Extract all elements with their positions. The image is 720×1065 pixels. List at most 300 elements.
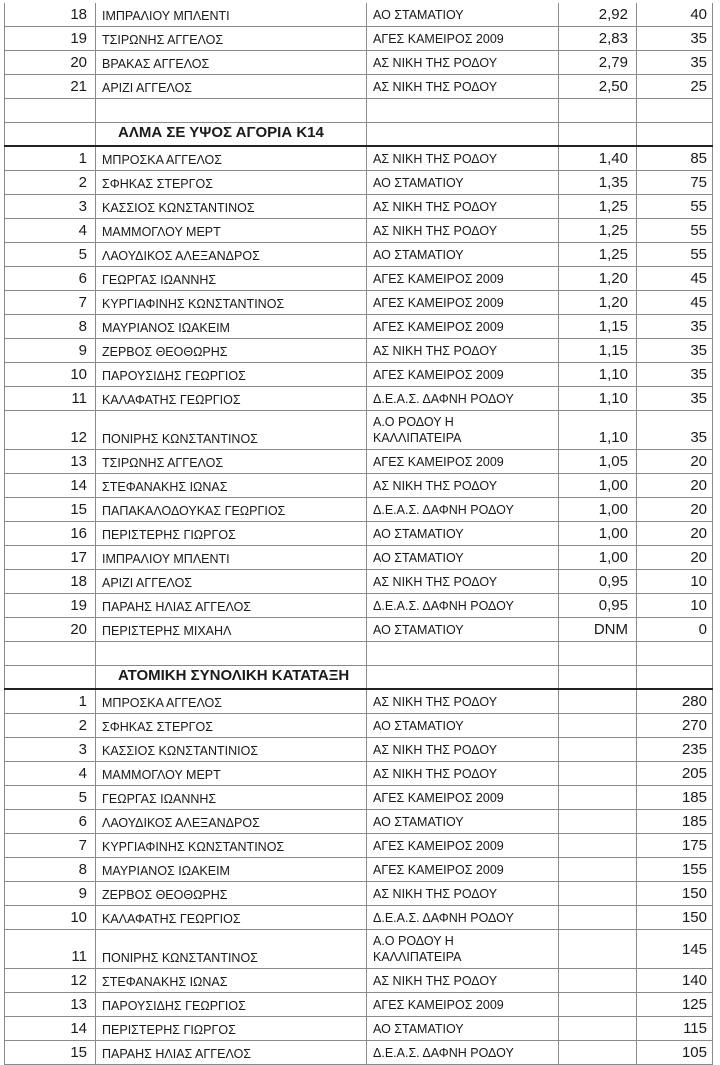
spacer-row: [4, 642, 713, 666]
table-row: [4, 267, 713, 291]
points-cell: 185: [636, 810, 713, 833]
points-cell: 175: [636, 834, 713, 857]
points-cell: 105: [636, 1041, 713, 1064]
athlete-name-cell: ΣΦΗΚΑΣ ΣΤΕΡΓΟΣ: [95, 714, 366, 737]
mark-cell: [558, 123, 636, 145]
rank-cell: 17: [4, 546, 95, 569]
table-row: [4, 882, 713, 906]
points-cell: 0: [636, 618, 713, 641]
table-row: [4, 450, 713, 474]
club-cell: [366, 51, 558, 74]
table-row: [4, 594, 713, 618]
club-line: ΑΓΕΣ ΚΑΜΕΙΡΟΣ 2009: [373, 863, 504, 877]
rank-cell: 7: [4, 291, 95, 314]
athlete-name-cell: ΖΕΡΒΟΣ ΘΕΟΘΩΡΗΣ: [95, 882, 366, 905]
table-row: [4, 1017, 713, 1041]
table-row: [4, 969, 713, 993]
athlete-name-cell: ΠΟΝΙΡΗΣ ΚΩΝΣΤΑΝΤΙΝΟΣ: [95, 411, 366, 449]
club-line: Δ.Ε.Α.Σ. ΔΑΦΝΗ ΡΟΔΟΥ: [373, 911, 514, 925]
athlete-name-cell: ΤΣΙΡΩΝΗΣ ΑΓΓΕΛΟΣ: [95, 27, 366, 50]
athlete-name-cell: ΣΦΗΚΑΣ ΣΤΕΡΓΟΣ: [95, 171, 366, 194]
athlete-name-cell: ΜΑΜΜΟΓΛΟΥ ΜΕΡΤ: [95, 762, 366, 785]
mark-cell: [558, 930, 636, 968]
club-line: ΑΣ ΝΙΚΗ ΤΗΣ ΡΟΔΟΥ: [373, 80, 498, 94]
table-row: [4, 906, 713, 930]
mark-cell: [558, 714, 636, 737]
rank-cell: [4, 642, 95, 665]
points-cell: 155: [636, 858, 713, 881]
club-line: ΑΣ ΝΙΚΗ ΤΗΣ ΡΟΔΟΥ: [373, 887, 498, 901]
club-line: ΑΣ ΝΙΚΗ ΤΗΣ ΡΟΔΟΥ: [373, 767, 498, 781]
club-cell: [366, 786, 558, 809]
mark-cell: 1,15: [558, 315, 636, 338]
points-cell: 205: [636, 762, 713, 785]
table-row: [4, 690, 713, 714]
mark-cell: 1,40: [558, 147, 636, 170]
club-line: ΑΓΕΣ ΚΑΜΕΙΡΟΣ 2009: [373, 296, 504, 310]
rank-cell: 20: [4, 51, 95, 74]
spacer-row: [4, 99, 713, 123]
athlete-name-cell: ΚΥΡΓΙΑΦΙΝΗΣ ΚΩΝΣΤΑΝΤΙΝΟΣ: [95, 291, 366, 314]
club-line: ΑΓΕΣ ΚΑΜΕΙΡΟΣ 2009: [373, 455, 504, 469]
club-line: ΑΟ ΣΤΑΜΑΤΙΟΥ: [373, 176, 464, 190]
club-cell: [366, 738, 558, 761]
club-cell: [366, 99, 558, 122]
club-cell: [366, 3, 558, 26]
rank-cell: 13: [4, 450, 95, 473]
club-cell: [366, 882, 558, 905]
mark-cell: 1,05: [558, 450, 636, 473]
club-line: ΚΑΛΛΙΠΑΤΕΙΡΑ: [373, 950, 462, 964]
points-cell: 235: [636, 738, 713, 761]
points-cell: 150: [636, 882, 713, 905]
rank-cell: 11: [4, 387, 95, 410]
table-row: [4, 27, 713, 51]
mark-cell: 1,00: [558, 546, 636, 569]
rank-cell: 14: [4, 1017, 95, 1040]
table-row: [4, 315, 713, 339]
table-row: [4, 738, 713, 762]
rank-cell: 5: [4, 786, 95, 809]
athlete-name-cell: ΜΑΥΡΙΑΝΟΣ ΙΩΑΚΕΙΜ: [95, 858, 366, 881]
points-cell: 150: [636, 906, 713, 929]
mark-cell: [558, 738, 636, 761]
club-cell: [366, 522, 558, 545]
table-row: [4, 618, 713, 642]
club-line: ΑΣ ΝΙΚΗ ΤΗΣ ΡΟΔΟΥ: [373, 974, 498, 988]
points-cell: 20: [636, 474, 713, 497]
mark-cell: [558, 882, 636, 905]
club-cell: [366, 714, 558, 737]
athlete-name-cell: ΜΑΜΜΟΓΛΟΥ ΜΕΡΤ: [95, 219, 366, 242]
table-row: [4, 474, 713, 498]
club-cell: [366, 858, 558, 881]
points-cell: 40: [636, 3, 713, 26]
mark-cell: [558, 858, 636, 881]
table-row: [4, 762, 713, 786]
athlete-name-cell: ΛΑΟΥΔΙΚΟΣ ΑΛΕΞΑΝΔΡΟΣ: [95, 810, 366, 833]
rank-cell: 7: [4, 834, 95, 857]
table-row: [4, 243, 713, 267]
rank-cell: 5: [4, 243, 95, 266]
rank-cell: 3: [4, 195, 95, 218]
mark-cell: [558, 906, 636, 929]
points-cell: 35: [636, 315, 713, 338]
mark-cell: [558, 834, 636, 857]
name-cell: [95, 642, 366, 665]
table-row: [4, 171, 713, 195]
mark-cell: [558, 1041, 636, 1064]
table-row: [4, 75, 713, 99]
athlete-name-cell: ΓΕΩΡΓΑΣ ΙΩΑΝΝΗΣ: [95, 267, 366, 290]
table-row: [4, 3, 713, 27]
points-cell: 55: [636, 243, 713, 266]
club-line: Α.Ο ΡΟΔΟΥ Η: [373, 415, 454, 429]
rank-cell: 4: [4, 219, 95, 242]
table-row: [4, 411, 713, 450]
athlete-name-cell: ΜΑΥΡΙΑΝΟΣ ΙΩΑΚΕΙΜ: [95, 315, 366, 338]
rank-cell: 18: [4, 3, 95, 26]
mark-cell: 1,35: [558, 171, 636, 194]
club-line: ΑΣ ΝΙΚΗ ΤΗΣ ΡΟΔΟΥ: [373, 200, 498, 214]
mark-cell: 1,10: [558, 411, 636, 449]
rank-cell: 16: [4, 522, 95, 545]
mark-cell: 2,92: [558, 3, 636, 26]
club-cell: [366, 690, 558, 713]
athlete-name-cell: ΠΑΡΟΥΣΙΔΗΣ ΓΕΩΡΓΙΟΣ: [95, 993, 366, 1016]
table-row: [4, 339, 713, 363]
club-line: ΑΟ ΣΤΑΜΑΤΙΟΥ: [373, 8, 464, 22]
club-line: ΑΟ ΣΤΑΜΑΤΙΟΥ: [373, 1022, 464, 1036]
athlete-name-cell: ΠΕΡΙΣΤΕΡΗΣ ΓΙΩΡΓΟΣ: [95, 522, 366, 545]
mark-cell: [558, 1017, 636, 1040]
mark-cell: 1,20: [558, 267, 636, 290]
rank-cell: 20: [4, 618, 95, 641]
mark-cell: [558, 99, 636, 122]
table-row: [4, 147, 713, 171]
club-line: ΑΟ ΣΤΑΜΑΤΙΟΥ: [373, 527, 464, 541]
points-cell: 115: [636, 1017, 713, 1040]
rank-cell: 2: [4, 714, 95, 737]
athlete-name-cell: ΑΡΙΖΙ ΑΓΓΕΛΟΣ: [95, 570, 366, 593]
athlete-name-cell: ΠΟΝΙΡΗΣ ΚΩΝΣΤΑΝΤΙΝΟΣ: [95, 930, 366, 968]
table-row: [4, 219, 713, 243]
points-cell: 20: [636, 546, 713, 569]
mark-cell: 1,15: [558, 339, 636, 362]
points-cell: [636, 666, 713, 688]
table-row: [4, 291, 713, 315]
club-line: ΑΣ ΝΙΚΗ ΤΗΣ ΡΟΔΟΥ: [373, 575, 498, 589]
club-line: ΑΓΕΣ ΚΑΜΕΙΡΟΣ 2009: [373, 272, 504, 286]
club-cell: [366, 243, 558, 266]
mark-cell: 1,20: [558, 291, 636, 314]
club-cell: [366, 969, 558, 992]
club-line: ΑΣ ΝΙΚΗ ΤΗΣ ΡΟΔΟΥ: [373, 152, 498, 166]
rank-cell: 15: [4, 498, 95, 521]
club-cell: [366, 993, 558, 1016]
athlete-name-cell: ΠΑΡΑΗΣ ΗΛΙΑΣ ΑΓΓΕΛΟΣ: [95, 594, 366, 617]
table-row: [4, 786, 713, 810]
club-line: ΑΣ ΝΙΚΗ ΤΗΣ ΡΟΔΟΥ: [373, 743, 498, 757]
name-cell: [95, 99, 366, 122]
points-cell: 55: [636, 195, 713, 218]
club-line: Δ.Ε.Α.Σ. ΔΑΦΝΗ ΡΟΔΟΥ: [373, 503, 514, 517]
club-cell: [366, 387, 558, 410]
rank-cell: 8: [4, 858, 95, 881]
athlete-name-cell: ΠΑΡΟΥΣΙΔΗΣ ΓΕΩΡΓΙΟΣ: [95, 363, 366, 386]
club-line: ΑΣ ΝΙΚΗ ΤΗΣ ΡΟΔΟΥ: [373, 344, 498, 358]
athlete-name-cell: ΛΑΟΥΔΙΚΟΣ ΑΛΕΞΑΝΔΡΟΣ: [95, 243, 366, 266]
table-row: [4, 51, 713, 75]
club-cell: [366, 762, 558, 785]
points-cell: 55: [636, 219, 713, 242]
mark-cell: 1,00: [558, 522, 636, 545]
club-cell: [366, 27, 558, 50]
club-cell: [366, 642, 558, 665]
club-line: ΚΑΛΛΙΠΑΤΕΙΡΑ: [373, 431, 462, 445]
mark-cell: 1,10: [558, 363, 636, 386]
club-cell: [366, 618, 558, 641]
rank-cell: 1: [4, 690, 95, 713]
mark-cell: [558, 786, 636, 809]
points-cell: [636, 642, 713, 665]
rank-cell: 6: [4, 810, 95, 833]
club-cell: [366, 219, 558, 242]
mark-cell: [558, 993, 636, 1016]
mark-cell: 2,79: [558, 51, 636, 74]
athlete-name-cell: ΚΑΛΑΦΑΤΗΣ ΓΕΩΡΓΙΟΣ: [95, 906, 366, 929]
mark-cell: [558, 969, 636, 992]
mark-cell: 0,95: [558, 570, 636, 593]
club-cell: [366, 1017, 558, 1040]
table-row: [4, 993, 713, 1017]
club-cell: [366, 906, 558, 929]
rank-cell: 9: [4, 339, 95, 362]
club-cell: [366, 666, 558, 688]
mark-cell: 1,25: [558, 243, 636, 266]
points-cell: 35: [636, 411, 713, 449]
table-row: [4, 363, 713, 387]
points-cell: 35: [636, 51, 713, 74]
rank-cell: 13: [4, 993, 95, 1016]
points-cell: [636, 99, 713, 122]
club-cell: [366, 930, 558, 968]
rank-cell: 12: [4, 969, 95, 992]
athlete-name-cell: ΙΜΠΡΑΛΙΟΥ ΜΠΛΕΝΤΙ: [95, 3, 366, 26]
club-cell: [366, 546, 558, 569]
club-line: ΑΓΕΣ ΚΑΜΕΙΡΟΣ 2009: [373, 839, 504, 853]
club-cell: [366, 339, 558, 362]
club-cell: [366, 147, 558, 170]
athlete-name-cell: ΠΕΡΙΣΤΕΡΗΣ ΓΙΩΡΓΟΣ: [95, 1017, 366, 1040]
club-cell: [366, 315, 558, 338]
rank-cell: 3: [4, 738, 95, 761]
mark-cell: 1,25: [558, 195, 636, 218]
rank-cell: 9: [4, 882, 95, 905]
rank-cell: 18: [4, 570, 95, 593]
athlete-name-cell: ΣΤΕΦΑΝΑΚΗΣ ΙΩΝΑΣ: [95, 969, 366, 992]
points-cell: 20: [636, 450, 713, 473]
mark-cell: [558, 762, 636, 785]
mark-cell: 2,83: [558, 27, 636, 50]
rank-cell: 14: [4, 474, 95, 497]
mark-cell: [558, 690, 636, 713]
rank-cell: 4: [4, 762, 95, 785]
club-line: Δ.Ε.Α.Σ. ΔΑΦΝΗ ΡΟΔΟΥ: [373, 599, 514, 613]
points-cell: 45: [636, 267, 713, 290]
mark-cell: [558, 810, 636, 833]
table-row: [4, 498, 713, 522]
athlete-name-cell: ΜΠΡΟΣΚΑ ΑΓΓΕΛΟΣ: [95, 147, 366, 170]
club-cell: [366, 834, 558, 857]
rank-cell: 19: [4, 27, 95, 50]
section-title: ΑΛΜΑ ΣΕ ΥΨΟΣ ΑΓΟΡΙΑ Κ14: [95, 123, 366, 145]
mark-cell: 2,50: [558, 75, 636, 98]
table-row: [4, 195, 713, 219]
athlete-name-cell: ΣΤΕΦΑΝΑΚΗΣ ΙΩΝΑΣ: [95, 474, 366, 497]
club-cell: [366, 171, 558, 194]
table-row: [4, 546, 713, 570]
mark-cell: [558, 666, 636, 688]
results-sheet: [4, 3, 713, 1065]
points-cell: 35: [636, 387, 713, 410]
rank-cell: [4, 99, 95, 122]
athlete-name-cell: ΠΑΠΑΚΑΛΟΔΟΥΚΑΣ ΓΕΩΡΓΙΟΣ: [95, 498, 366, 521]
club-line: ΑΓΕΣ ΚΑΜΕΙΡΟΣ 2009: [373, 791, 504, 805]
points-cell: 185: [636, 786, 713, 809]
rank-cell: 15: [4, 1041, 95, 1064]
athlete-name-cell: ΚΥΡΓΙΑΦΙΝΗΣ ΚΩΝΣΤΑΝΤΙΝΟΣ: [95, 834, 366, 857]
table-row: [4, 387, 713, 411]
table-row: [4, 1041, 713, 1065]
club-cell: [366, 498, 558, 521]
mark-cell: 1,10: [558, 387, 636, 410]
athlete-name-cell: ΖΕΡΒΟΣ ΘΕΟΘΩΡΗΣ: [95, 339, 366, 362]
points-cell: 20: [636, 498, 713, 521]
club-line: ΑΣ ΝΙΚΗ ΤΗΣ ΡΟΔΟΥ: [373, 695, 498, 709]
rank-cell: 19: [4, 594, 95, 617]
rank-cell: 21: [4, 75, 95, 98]
club-line: ΑΓΕΣ ΚΑΜΕΙΡΟΣ 2009: [373, 32, 504, 46]
club-cell: [366, 267, 558, 290]
points-cell: [636, 123, 713, 145]
athlete-name-cell: ΠΑΡΑΗΣ ΗΛΙΑΣ ΑΓΓΕΛΟΣ: [95, 1041, 366, 1064]
club-cell: [366, 411, 558, 449]
rank-cell: 6: [4, 267, 95, 290]
club-line: Δ.Ε.Α.Σ. ΔΑΦΝΗ ΡΟΔΟΥ: [373, 1046, 514, 1060]
rank-cell: 11: [4, 930, 95, 968]
points-cell: 75: [636, 171, 713, 194]
athlete-name-cell: ΜΠΡΟΣΚΑ ΑΓΓΕΛΟΣ: [95, 690, 366, 713]
points-cell: 10: [636, 570, 713, 593]
points-cell: 35: [636, 27, 713, 50]
rank-cell: 10: [4, 906, 95, 929]
club-cell: [366, 75, 558, 98]
athlete-name-cell: ΑΡΙΖΙ ΑΓΓΕΛΟΣ: [95, 75, 366, 98]
club-line: ΑΟ ΣΤΑΜΑΤΙΟΥ: [373, 719, 464, 733]
points-cell: 35: [636, 363, 713, 386]
club-line: ΑΣ ΝΙΚΗ ΤΗΣ ΡΟΔΟΥ: [373, 479, 498, 493]
mark-cell: 0,95: [558, 594, 636, 617]
club-line: ΑΓΕΣ ΚΑΜΕΙΡΟΣ 2009: [373, 368, 504, 382]
club-line: Δ.Ε.Α.Σ. ΔΑΦΝΗ ΡΟΔΟΥ: [373, 392, 514, 406]
rank-cell: 2: [4, 171, 95, 194]
athlete-name-cell: ΚΑΣΣΙΟΣ ΚΩΝΣΤΑΝΤΙΝΟΣ: [95, 195, 366, 218]
athlete-name-cell: ΙΜΠΡΑΛΙΟΥ ΜΠΛΕΝΤΙ: [95, 546, 366, 569]
points-cell: 10: [636, 594, 713, 617]
athlete-name-cell: ΚΑΣΣΙΟΣ ΚΩΝΣΤΑΝΤΙΝΙΟΣ: [95, 738, 366, 761]
points-cell: 140: [636, 969, 713, 992]
table-row: [4, 714, 713, 738]
club-line: ΑΣ ΝΙΚΗ ΤΗΣ ΡΟΔΟΥ: [373, 224, 498, 238]
club-cell: [366, 1041, 558, 1064]
club-cell: [366, 450, 558, 473]
club-cell: [366, 195, 558, 218]
club-cell: [366, 123, 558, 145]
points-cell: 85: [636, 147, 713, 170]
club-cell: [366, 594, 558, 617]
athlete-name-cell: ΓΕΩΡΓΑΣ ΙΩΑΝΝΗΣ: [95, 786, 366, 809]
mark-cell: 1,00: [558, 474, 636, 497]
rank-cell: 10: [4, 363, 95, 386]
club-cell: [366, 291, 558, 314]
table-row: [4, 522, 713, 546]
club-line: ΑΟ ΣΤΑΜΑΤΙΟΥ: [373, 551, 464, 565]
athlete-name-cell: ΒΡΑΚΑΣ ΑΓΓΕΛΟΣ: [95, 51, 366, 74]
rank-cell: 1: [4, 147, 95, 170]
club-cell: [366, 570, 558, 593]
rank-cell: [4, 123, 95, 145]
athlete-name-cell: ΠΕΡΙΣΤΕΡΗΣ ΜΙΧΑΗΛ: [95, 618, 366, 641]
section-title: ΑΤΟΜΙΚΗ ΣΥΝΟΛΙΚΗ ΚΑΤΑΤΑΞΗ: [95, 666, 366, 688]
club-line: ΑΓΕΣ ΚΑΜΕΙΡΟΣ 2009: [373, 320, 504, 334]
rank-cell: 8: [4, 315, 95, 338]
points-cell: 45: [636, 291, 713, 314]
club-line: ΑΓΕΣ ΚΑΜΕΙΡΟΣ 2009: [373, 998, 504, 1012]
mark-cell: 1,25: [558, 219, 636, 242]
points-cell: 280: [636, 690, 713, 713]
points-cell: 25: [636, 75, 713, 98]
mark-cell: 1,00: [558, 498, 636, 521]
points-cell: 35: [636, 339, 713, 362]
table-row: [4, 858, 713, 882]
section-title-row: [4, 123, 713, 147]
club-line: ΑΟ ΣΤΑΜΑΤΙΟΥ: [373, 815, 464, 829]
table-row: [4, 834, 713, 858]
club-line: ΑΟ ΣΤΑΜΑΤΙΟΥ: [373, 623, 464, 637]
athlete-name-cell: ΚΑΛΑΦΑΤΗΣ ΓΕΩΡΓΙΟΣ: [95, 387, 366, 410]
club-cell: [366, 810, 558, 833]
section-title-row: [4, 666, 713, 690]
club-cell: [366, 474, 558, 497]
mark-cell: DNM: [558, 618, 636, 641]
points-cell: 20: [636, 522, 713, 545]
athlete-name-cell: ΤΣΙΡΩΝΗΣ ΑΓΓΕΛΟΣ: [95, 450, 366, 473]
points-cell: 145: [636, 930, 713, 968]
table-row: [4, 810, 713, 834]
table-row: [4, 930, 713, 969]
club-line: ΑΣ ΝΙΚΗ ΤΗΣ ΡΟΔΟΥ: [373, 56, 498, 70]
points-cell: 125: [636, 993, 713, 1016]
rank-cell: [4, 666, 95, 688]
points-cell: 270: [636, 714, 713, 737]
club-cell: [366, 363, 558, 386]
rank-cell: 12: [4, 411, 95, 449]
club-line: ΑΟ ΣΤΑΜΑΤΙΟΥ: [373, 248, 464, 262]
table-row: [4, 570, 713, 594]
club-line: Α.Ο ΡΟΔΟΥ Η: [373, 934, 454, 948]
mark-cell: [558, 642, 636, 665]
